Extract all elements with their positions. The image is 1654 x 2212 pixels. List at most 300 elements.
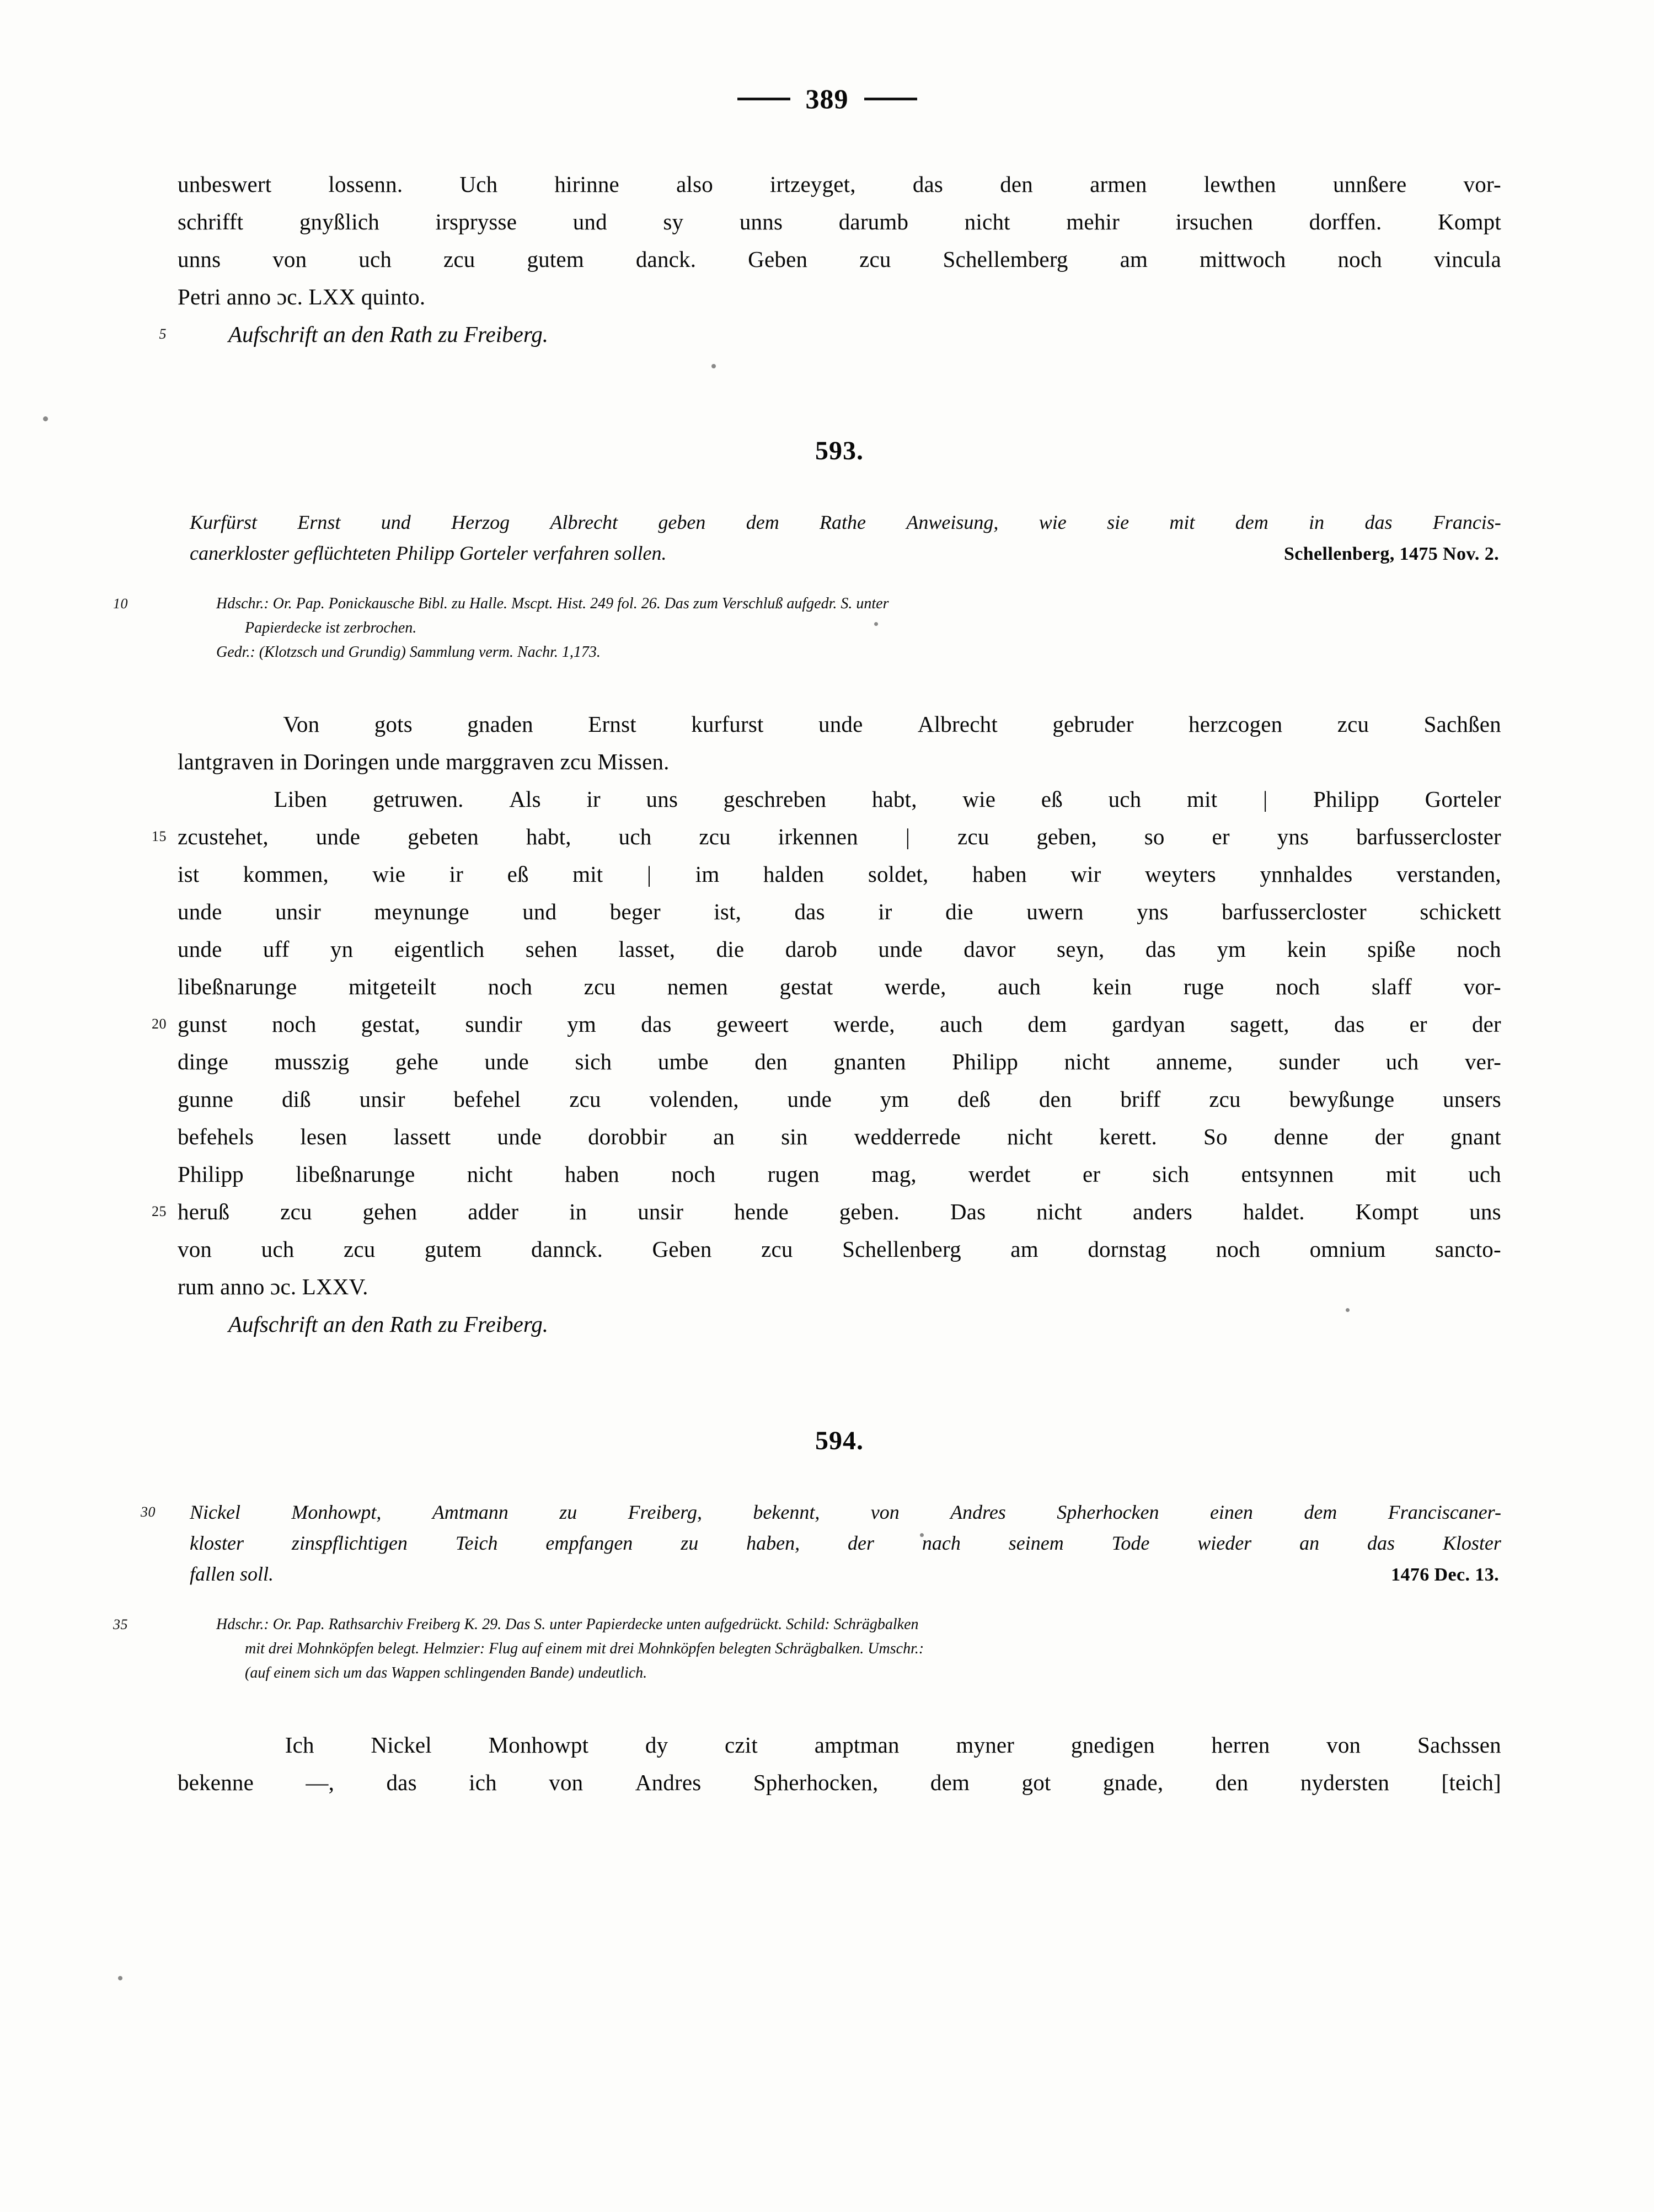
word: umbe [657,1049,709,1074]
word: denne [1273,1124,1329,1149]
word: Kompt [1438,209,1501,234]
word: ist, [714,899,742,924]
note-line [216,640,1501,665]
word: irtzeyget, [770,172,856,197]
text-line [178,1118,1501,1155]
word: | [1262,786,1268,812]
word: unnßere [1332,172,1407,197]
word: uch [1385,1049,1419,1074]
document-body-594 [178,1726,1501,1801]
word: werde, [833,1011,895,1037]
word: unns [739,209,783,234]
word: uff [263,936,290,962]
word: uwern [1026,899,1084,924]
word: getruwen. [372,786,464,812]
word: noch [671,1161,716,1187]
word: sich [1152,1161,1190,1187]
word: Francis- [1432,511,1501,533]
word: mit [1169,511,1195,533]
word: unde [178,936,222,962]
word: dem [1304,1501,1337,1523]
word: dorffen. [1309,209,1382,234]
word: sich [575,1049,612,1074]
word: verstanden, [1396,861,1501,887]
folio-rule-left [737,98,790,100]
text-line [152,1005,1501,1043]
word: deß [957,1086,991,1112]
word: geben. [839,1199,900,1224]
note-line [216,1613,1501,1637]
word: ym [880,1086,909,1112]
word: kloster [190,1532,244,1554]
line-number-marker: 10 [113,596,128,612]
word: Ernst [297,511,341,533]
regest-593 [178,507,1501,570]
word: irsprysse [435,209,517,234]
word: noch [1216,1236,1261,1262]
word: gunne [178,1086,234,1112]
word: yn [330,936,354,962]
word: Ich [285,1732,314,1758]
word: lassett [393,1124,451,1149]
scan-speck [118,1976,122,1980]
word: got [1021,1770,1051,1795]
word: weyters [1144,861,1216,887]
word: czit [725,1732,758,1758]
note-line-content: Hdschr.: Or. Pap. Ponickausche Bibl. zu Halle. Mscpt. Hist. 249 fol. 26. Das zum Verschluß aufgedr. S. unter [216,595,889,612]
word: zcu [699,824,731,849]
word: werdet [968,1161,1031,1187]
word: er [1409,1011,1427,1037]
page-header [0,83,1654,115]
word: zcu [584,974,616,999]
word: er [1212,824,1230,849]
word: amptman [814,1732,900,1758]
word: unde [484,1049,529,1074]
word: sin [781,1124,808,1149]
word: befehel [453,1086,521,1112]
word: ym [1217,936,1246,962]
word: Philipp [952,1049,1019,1074]
line-number-marker: 30 [141,1504,156,1520]
word: werde, [884,974,946,999]
word: zcu [443,247,475,272]
word: zcustehet, [178,824,269,849]
text-line [178,1268,1501,1305]
word: ist [178,861,200,887]
word: yns [1277,824,1309,849]
word: yns [1137,899,1169,924]
word: gnade, [1102,1770,1164,1795]
word: und [572,209,607,234]
word: habt, [526,824,571,849]
word: ruge [1183,974,1224,999]
word: Gorteler [1425,786,1501,812]
regest-line-content: fallen soll. [190,1563,274,1585]
word: das [641,1011,672,1037]
text-line [178,893,1501,930]
word: wie [372,861,406,887]
text-line [178,1726,1501,1764]
paragraph-indent [178,1726,228,1764]
word: bekennt, [753,1501,820,1523]
word: der [847,1532,874,1554]
word: musszig [274,1049,350,1074]
word: zcu [280,1199,312,1224]
word: geschreben [723,786,827,812]
note-line [216,1637,1501,1661]
word: ir [586,786,601,812]
word: nicht [1064,1049,1110,1074]
continued-document-body [178,165,1501,315]
word: Kloster [1442,1532,1501,1554]
note-line-content: Hdschr.: Or. Pap. Rathsarchiv Freiberg K. 29. Das S. unter Papierdecke unten aufgedrückt. Schild: Schrägbalken [216,1616,919,1633]
text-line [178,1155,1501,1193]
word: Kurfürst [190,511,258,533]
word: kein [1092,974,1132,999]
word: dinge [178,1049,229,1074]
word: zcu [957,824,989,849]
word: Albrecht [917,711,998,737]
word: Spherhocken, [753,1770,879,1795]
word: dem [1235,511,1268,533]
document-address-593 [178,1305,1501,1343]
word: uns [646,786,678,812]
word: mit [572,861,603,887]
word: lossenn. [328,172,403,197]
word: Ernst [588,711,636,737]
word: gebruder [1052,711,1134,737]
text-line [178,930,1501,968]
word: also [676,172,713,197]
word: von [549,1770,584,1795]
word: Amtmann [432,1501,508,1523]
word: uns [1469,1199,1501,1224]
word: nach [922,1532,961,1554]
text-line [178,1764,1501,1801]
word: uch [1108,786,1142,812]
word: nicht [964,209,1010,234]
regest-594 [141,1497,1501,1590]
word: mag, [871,1161,917,1187]
text-line [178,278,1501,315]
word: Tode [1111,1532,1150,1554]
folio-number-group [737,83,917,115]
word: empfangen [545,1532,633,1554]
word: wedderrede [854,1124,961,1149]
document-body-593 [152,705,1501,1305]
word: gnanten [833,1049,906,1074]
word: haben, [746,1532,800,1554]
text-line [152,818,1501,855]
word: von [1326,1732,1361,1758]
word: sy [663,209,684,234]
word: Nickel [190,1501,240,1523]
word: das [912,172,944,197]
word: nicht [1007,1124,1053,1149]
word: an [1299,1532,1320,1554]
line-number-marker: 25 [152,1203,167,1219]
note-line [216,592,1501,616]
dateline-593: Schellenberg, 1475 Nov. 2. [1283,544,1499,564]
word: danck. [635,247,697,272]
word: haldet. [1243,1199,1305,1224]
word: sehen [525,936,578,962]
word: den [754,1049,788,1074]
word: herzcogen [1189,711,1283,737]
word: halden [763,861,825,887]
word: unde [178,899,222,924]
text-column [113,165,1501,1801]
word: mehir [1066,209,1120,234]
word: gnyßlich [299,209,379,234]
text-line [178,240,1501,278]
word: kurfurst [691,711,764,737]
word: uch [358,247,392,272]
scan-speck [43,416,48,421]
word: zinspflichtigen [291,1532,408,1554]
line-number-marker: 5 [159,326,167,342]
word: haben [564,1161,619,1187]
text-line [178,855,1501,893]
word: unsir [275,899,321,924]
word: Andres [635,1770,702,1795]
word: Monhowpt, [291,1501,382,1523]
word: geben, [1036,824,1097,849]
word: seinem [1008,1532,1064,1554]
word: auch [998,974,1041,999]
word: unbeswert [178,172,272,197]
word: das [794,899,825,924]
word: soldet, [868,861,929,887]
word: seyn, [1057,936,1105,962]
word: ich [469,1770,497,1795]
word: Sachßen [1423,711,1501,737]
word: Schellenberg [842,1236,961,1262]
word: von [272,247,307,272]
note-line-content: Gedr.: (Klotzsch und Grundig) Sammlung verm. Nachr. 1,173. [216,644,601,661]
text-line [178,780,1501,818]
word: Rathe [820,511,866,533]
source-notes-593 [113,592,1501,665]
paragraph-indent [178,705,228,743]
word: gunst [178,1011,227,1037]
word: omnium [1309,1236,1386,1262]
word: meynunge [374,899,469,924]
word: schickett [1420,899,1501,924]
word: das [1364,511,1393,533]
word: kerett. [1099,1124,1157,1149]
word: barfussercloster [1356,824,1501,849]
note-line-content: Papierdecke ist zerbrochen. [245,619,417,636]
address-text: Aufschrift an den Rath zu Freiberg. [228,322,549,347]
regest-line [141,1497,1501,1528]
text-line [152,1193,1501,1230]
word: Geben [652,1236,712,1262]
word: hirinne [554,172,619,197]
word: Das [950,1199,986,1224]
folio-rule-right [864,98,917,100]
word: ver- [1464,1049,1501,1074]
word: dornstag [1088,1236,1167,1262]
text-line [178,203,1501,240]
word: die [945,899,973,924]
word: zcu [761,1236,793,1262]
word: gnaden [467,711,533,737]
word: eß [507,861,529,887]
word: dy [645,1732,668,1758]
word: unde [497,1124,542,1149]
regest-line [190,507,1501,538]
word: den [1000,172,1034,197]
word: mit [1385,1161,1416,1187]
word: dem [930,1770,970,1795]
word: am [1010,1236,1039,1262]
word: armen [1090,172,1147,197]
word: beger [609,899,661,924]
word: Schellemberg [943,247,1068,272]
word: und [522,899,557,924]
word: spiße [1367,936,1416,962]
word: rugen [767,1161,820,1187]
word: vincula [1433,247,1501,272]
text-line [178,968,1501,1005]
word: ynnhaldes [1260,861,1353,887]
line-number-marker: 15 [152,828,167,844]
word: Uch [459,172,498,197]
word: gots [374,711,413,737]
word: ir [878,899,892,924]
note-line-content: (auf einem sich um das Wappen schlingenden Bande) undeutlich. [245,1664,647,1681]
word: entsynnen [1241,1161,1334,1187]
word: irsuchen [1175,209,1254,234]
regest-line-content: canerkloster geflüchteten Philipp Gorteler verfahren sollen. [190,542,667,564]
word: noch [272,1011,317,1037]
line-number-marker: 35 [113,1616,128,1632]
word: mitgeteilt [348,974,437,999]
word: unsir [638,1199,684,1224]
word: unde [315,824,361,849]
word: zu [681,1532,699,1554]
word: wie [962,786,996,812]
text-line [178,743,1501,780]
continued-document-address [159,315,1501,353]
word: so [1144,824,1165,849]
word: das [1145,936,1176,962]
word: sagett, [1230,1011,1289,1037]
word: myner [956,1732,1015,1758]
word: heruß [178,1199,230,1224]
word: unsir [359,1086,405,1112]
word: noch [1457,936,1501,962]
text-line-content: rum anno ɔc. LXXV. [178,1274,368,1299]
word: hende [734,1199,789,1224]
address-text: Aufschrift an den Rath zu Freiberg. [228,1311,549,1337]
word: sundir [465,1011,523,1037]
word: dorobbir [588,1124,667,1149]
word: darob [785,936,838,962]
source-notes-594 [113,1613,1501,1685]
word: eß [1041,786,1063,812]
word: nicht [467,1161,513,1187]
word: slaff [1371,974,1412,999]
document-number-594: 594. [815,1426,864,1455]
word: habt, [871,786,917,812]
word: Freiberg, [628,1501,702,1523]
word: von [870,1501,900,1523]
word: briff [1120,1086,1161,1112]
word: der [1471,1011,1501,1037]
word: am [1120,247,1148,272]
word: Nickel [371,1732,432,1758]
word: darumb [838,209,909,234]
word: mit [1187,786,1218,812]
word: wie [1039,511,1067,533]
word: unde [787,1086,832,1112]
word: Liben [274,786,328,812]
word: barfussercloster [1222,899,1367,924]
word: eigentlich [394,936,485,962]
word: zcu [343,1236,376,1262]
word: irkennen [778,824,858,849]
line-number-marker: 20 [152,1016,167,1032]
word: lasset, [618,936,676,962]
word: ir [449,861,464,887]
dateline-594: 1476 Dec. 13. [1391,1565,1499,1585]
word: uch [261,1236,295,1262]
word: unsers [1443,1086,1501,1112]
word: diß [281,1086,311,1112]
word: einen [1209,1501,1253,1523]
word: davor [964,936,1016,962]
word: der [1374,1124,1404,1149]
word: nemen [667,974,728,999]
word: | [905,824,911,849]
word: Herzog [451,511,510,533]
regest-line [190,1528,1501,1558]
word: vor- [1463,172,1501,197]
word: von [178,1236,212,1262]
word: Teich [455,1532,498,1554]
word: und [381,511,411,533]
word: die [716,936,745,962]
paragraph-indent [178,780,228,818]
word: uch [618,824,652,849]
text-line-content: lantgraven in Doringen unde marggraven zcu Missen. [178,749,670,774]
word: schrifft [178,209,244,234]
word: das [1367,1532,1395,1554]
word: uch [1468,1161,1501,1187]
word: Kompt [1355,1199,1419,1224]
word: Spherhocken [1057,1501,1159,1523]
word: So [1203,1124,1228,1149]
word: vor- [1463,974,1501,999]
word: noch [1275,974,1320,999]
word: volenden, [649,1086,739,1112]
word: libeßnarunge [178,974,297,999]
word: anneme, [1156,1049,1233,1074]
word: in [1309,511,1325,533]
word: ym [567,1011,597,1037]
word: Als [509,786,541,812]
word: gehe [395,1049,439,1074]
word: gestat [779,974,833,999]
word: libeßnarunge [296,1161,415,1187]
word: sie [1107,511,1130,533]
word: bewyßunge [1289,1086,1395,1112]
folio-number: 389 [805,83,849,114]
word: zcu [1337,711,1369,737]
